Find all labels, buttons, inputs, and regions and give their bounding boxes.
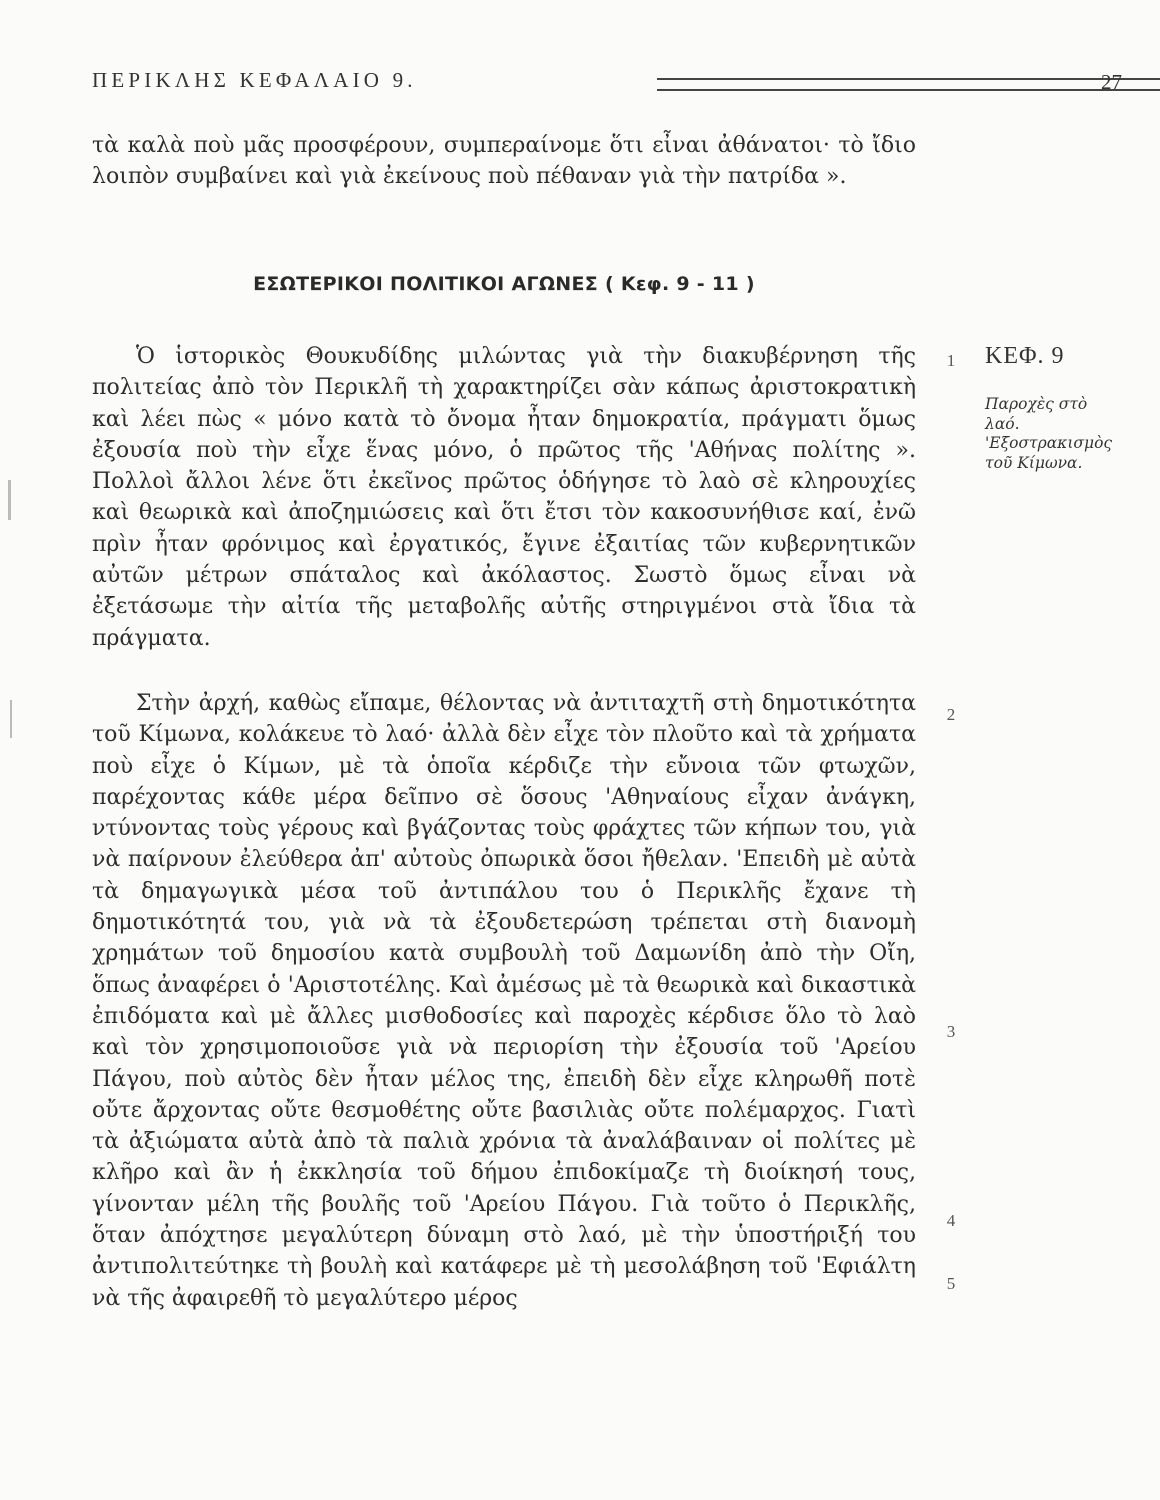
margin-note: Παροχὲς στὸ λαό. 'Εξοστρακισμὸς τοῦ Κίμωνα. — [985, 395, 1113, 472]
running-title: ΠΕΡΙΚΛΗΣ ΚΕΦΑΛΑΙΟ 9. — [92, 68, 417, 92]
header-double-rule — [657, 78, 1160, 91]
section-heading: ΕΣΩΤΕΡΙΚΟΙ ΠΟΛΙΤΙΚΟΙ ΑΓΩΝΕΣ ( Κεφ. 9 - 11 ) — [253, 273, 755, 295]
paragraph-2-text: Στὴν ἀρχή, καθὼς εἴπαμε, θέλοντας νὰ ἀντιταχτῆ στὴ δημοτικότητα τοῦ Κίμωνα, κολάκευε τὸ λαό· ἀλλὰ δὲν εἶχε τὸν πλοῦτο καὶ τὰ χρήματα ποὺ εἶχε ὁ Κίμων, μὲ τὰ ὁποῖα κέρδιζε τὴν εὔνοια τῶν φτωχῶν, παρέχοντας κάθε μέρα δεῖπνο σὲ ὅσους 'Αθηναίους εἶχαν ἀνάγκη, ντύνοντας τοὺς γέρους καὶ βγάζοντας τοὺς φράχτες τῶν κήπων του, γιὰ νὰ παίρνουν ἐλεύθερα ἀπ' αὐτοὺς ὀπωρικὰ ὅσοι ἤθελαν. 'Επειδὴ μὲ αὐτὰ τὰ δημαγωγικὰ μέσα τοῦ ἀντιπάλου του ὁ Περικλῆς ἔχανε τὴ δημοτικότητά του, γιὰ νὰ τὰ ἐξουδετερώση τρέπεται στὴ διανομὴ χρημάτων τοῦ δημοσίου κατὰ συμβουλὴ τοῦ Δαμωνίδη ἀπὸ τὴν Οἴη, ὅπως ἀναφέρει ὁ 'Αριστοτέλης. Καὶ ἀμέσως μὲ τὰ θεωρικὰ καὶ δικαστικὰ ἐπιδόματα καὶ μὲ ἄλλες μισθοδοσίες καὶ παροχὲς κέρδισε ὅλο τὸ λαὸ καὶ τὸν χρησιμοποιοῦσε γιὰ νὰ περιορίση τὴν ἐξουσία τοῦ 'Αρείου Πάγου, ποὺ αὐτὸς δὲν ἦταν μέλος της, ἐπειδὴ δὲν εἶχε κληρωθῆ ποτὲ οὔτε ἄρχοντας οὔτε θεσμοθέτης οὔτε βασιλιὰς οὔτε πολέμαρχος. Γιατὶ τὰ ἀξιώματα αὐτὰ ἀπὸ τὰ παλιὰ χρόνια τὰ ἀναλάβαιναν οἱ πολίτες μὲ κλῆρο καὶ ἂν ἡ ἐκκλησία τοῦ δήμου ἐπιδοκίμαζε τὴ διοίκησή τους, γίνονταν μέλη τῆς βουλῆς τοῦ 'Αρείου Πάγου. Γιὰ τοῦτο ὁ Περικλῆς, ὅταν ἀπόχτησε μεγαλύτερη δύναμη στὸ λαό, μὲ τὴν ὑποστήριξή του ἀντιπολιτεύτηκε τὴ βουλὴ καὶ κατάφερε μὲ τὴ μεσολάβηση τοῦ 'Εφιάλτη νὰ τῆς ἀφαιρεθῆ τὸ μεγαλύτερο μέρος — [92, 691, 916, 1311]
section-number: 4 — [946, 1211, 956, 1230]
page-number: 27 — [1101, 70, 1122, 94]
running-header — [92, 68, 1122, 102]
scan-mark — [8, 480, 11, 520]
paragraph-1-text: Ὁ ἱστορικὸς Θουκυδίδης μιλώντας γιὰ τὴν διακυβέρνηση τῆς πολιτείας ἀπὸ τὸν Περικλῆ τὴ χαρακτηρίζει σὰν κάπως ἀριστοκρατικὴ καὶ λέει πὼς « μόνο κατὰ τὸ ὄνομα ἦταν δημοκρατία, πράγματι ὅμως ἐξουσία ποὺ τὴν εἶχε ἕνας μόνο, ὁ πρῶτος τῆς 'Αθήνας πολίτης ». Πολλοὶ ἄλλοι λένε ὅτι ἐκεῖνος πρῶτος ὁδήγησε τὸ λαὸ σὲ κληρουχίες καὶ θεωρικὰ καὶ ἀποζημιώσεις καὶ ὅτι ἔτσι τὸν κακοσυνήθισε καί, ἐνῶ πρὶν ἦταν φρόνιμος καὶ ἐργατικός, ἔγινε ἐξαιτίας τῶν κυβερνητικῶν αὐτῶν μέτρων σπάταλος καὶ ἀκόλαστος. Σωστὸ ὅμως εἶναι νὰ ἐξετάσωμε τὴν αἰτία τῆς μεταβολῆς αὐτῆς στηριγμένοι στὰ ἴδια τὰ πράγματα. — [92, 344, 916, 651]
section-number: 3 — [946, 1022, 956, 1041]
body-paragraph-1 — [92, 341, 916, 654]
section-number: 1 — [946, 351, 956, 370]
body-paragraph-2 — [92, 688, 916, 1314]
margin-chapter-head: ΚΕΦ. 9 — [985, 343, 1065, 369]
section-number: 5 — [946, 1274, 956, 1293]
scan-mark — [10, 700, 12, 738]
section-number: 2 — [946, 705, 956, 724]
intro-paragraph: τὰ καλὰ ποὺ μᾶς προσφέρουν, συμπεραίνομε ὅτι εἶναι ἀθάνατοι· τὸ ἴδιο λοιπὸν συμβαίνει καὶ γιὰ ἐκείνους ποὺ πέθαναν γιὰ τὴν πατρίδα ». — [92, 133, 916, 190]
